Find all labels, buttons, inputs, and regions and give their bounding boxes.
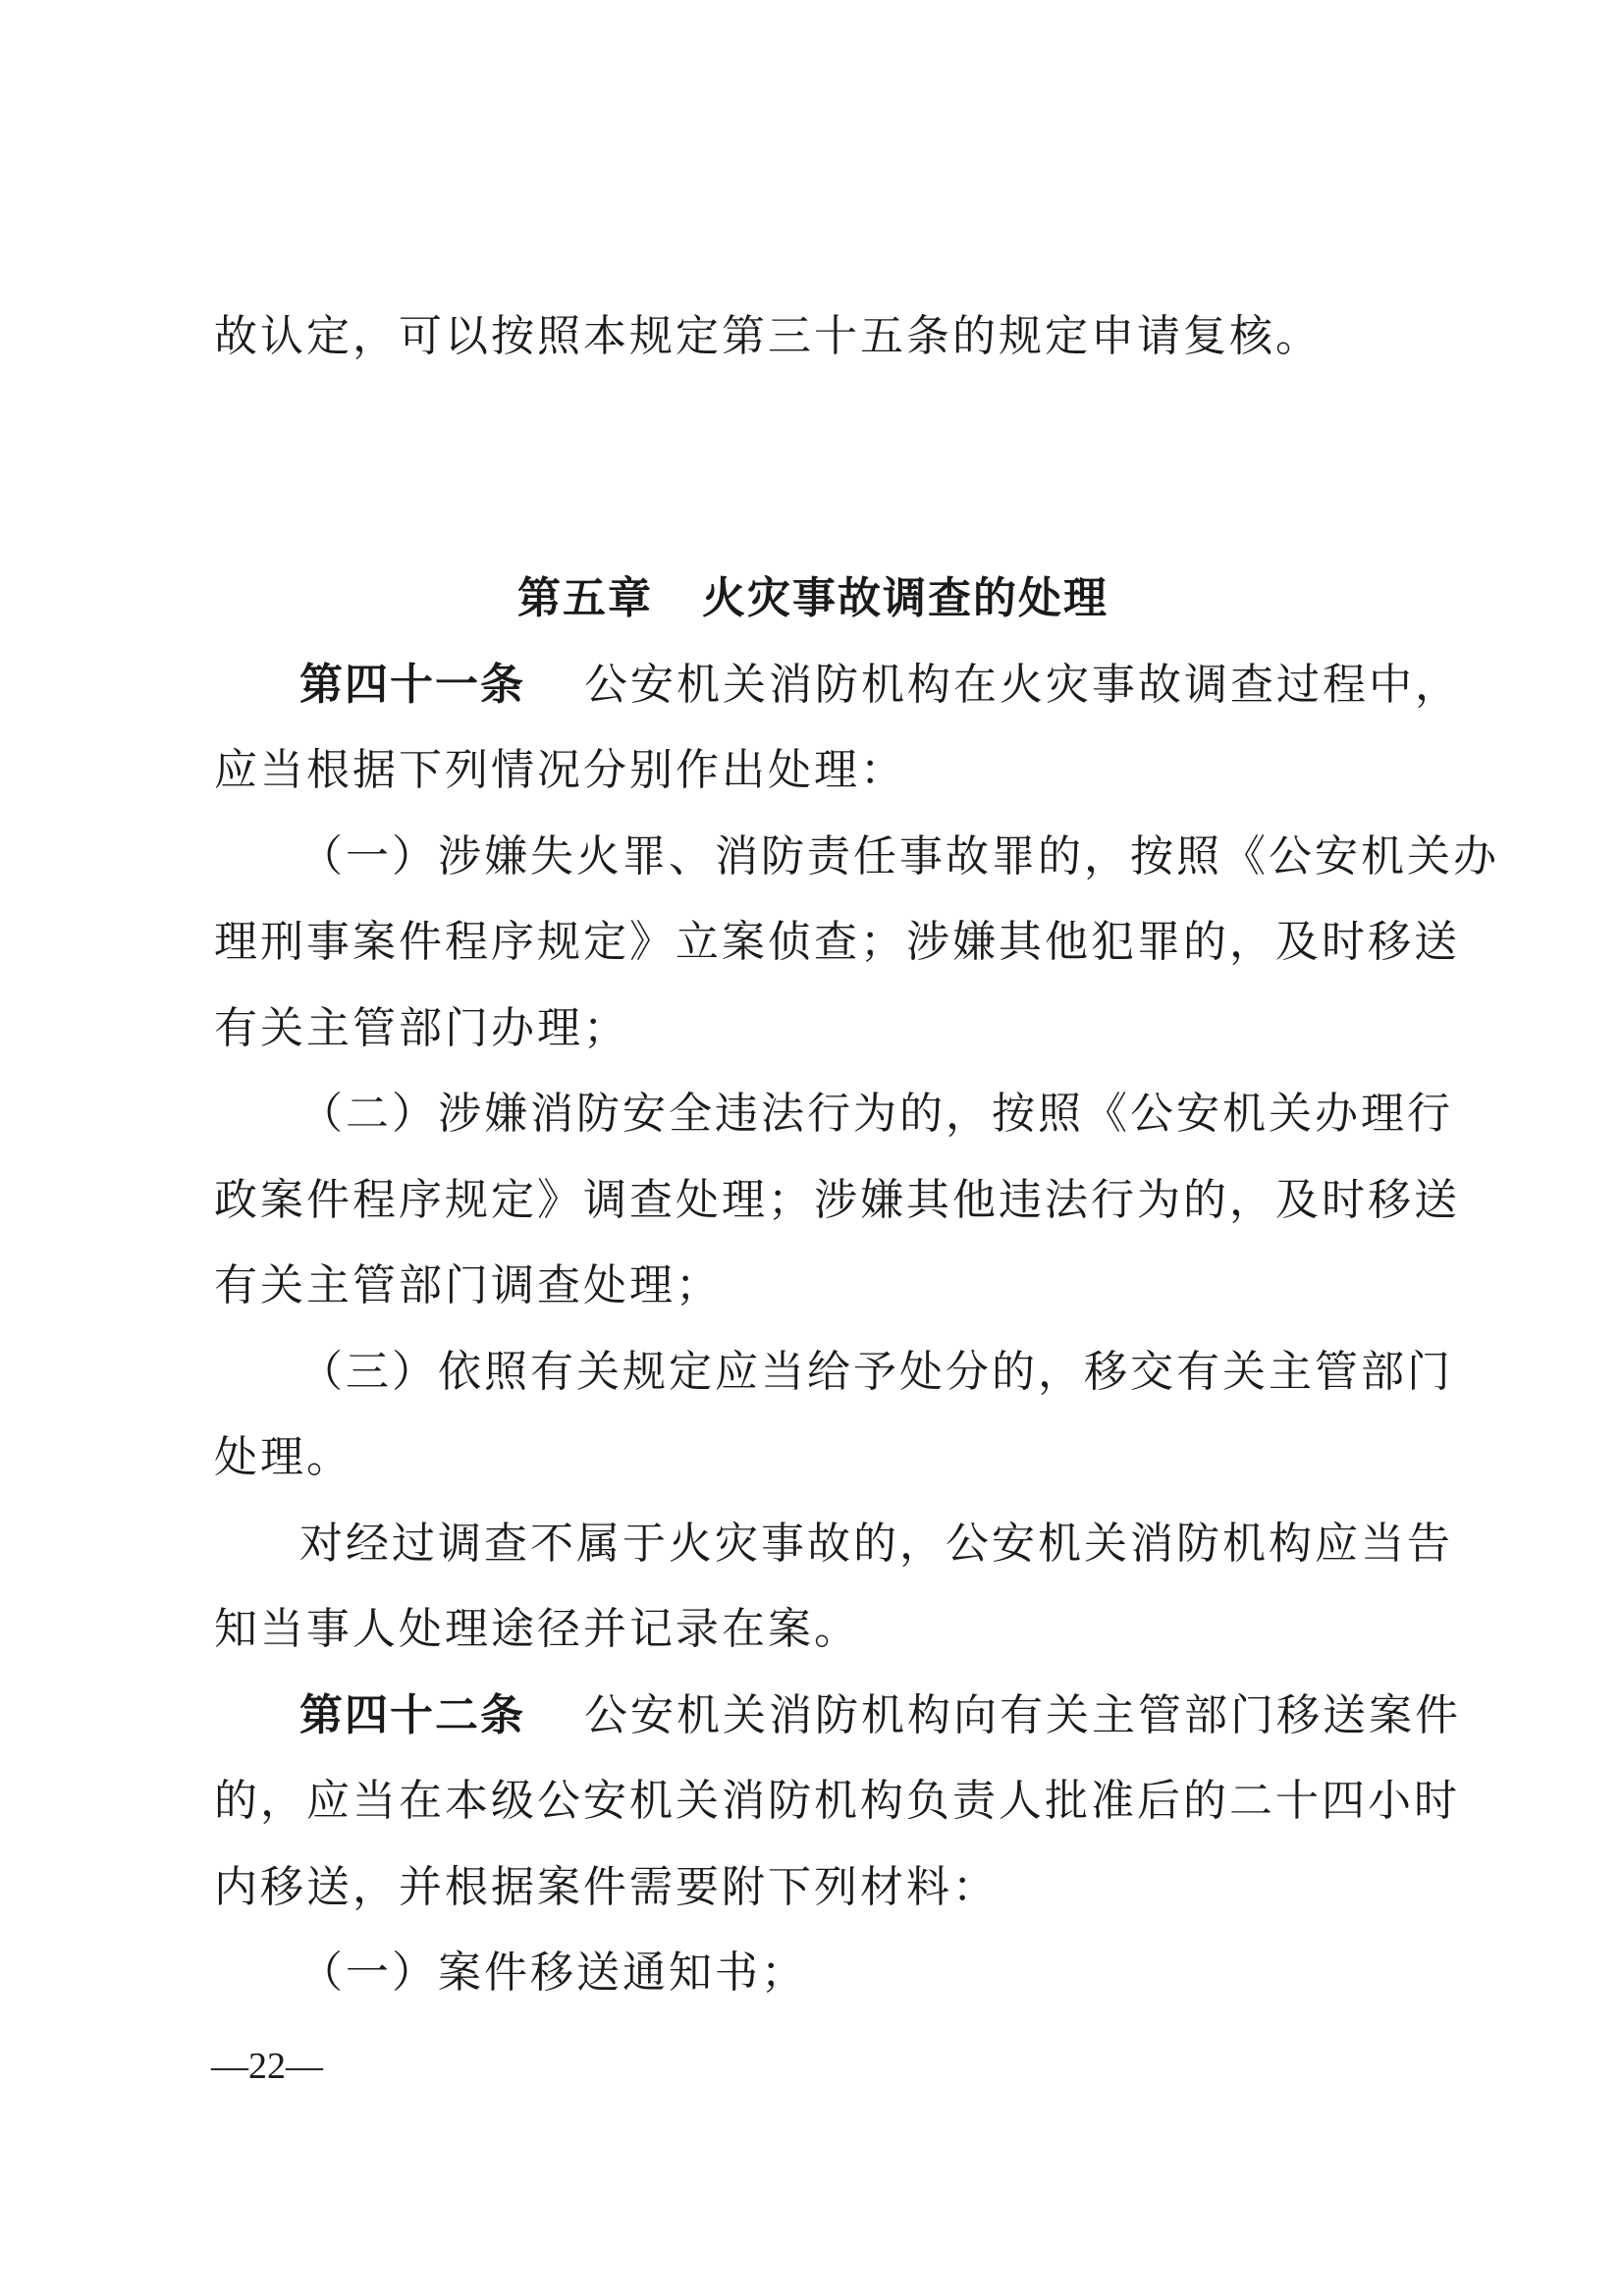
paragraph-line: 对经过调查不属于火灾事故的，公安机关消防机构应当告: [299, 1519, 1453, 1569]
page-number: —22—: [211, 2046, 323, 2087]
paragraph-line: 内移送，并根据案件需要附下列材料：: [214, 1862, 999, 1912]
item-1-line: （一）案件移送通知书；: [299, 1948, 807, 1998]
item-3-line: （三）依照有关规定应当给予处分的，移交有关主管部门: [299, 1347, 1453, 1397]
paragraph-line: 有关主管部门办理；: [214, 1003, 629, 1053]
chapter-title: [214, 569, 1412, 628]
paragraph-line: 有关主管部门调查处理；: [214, 1260, 722, 1310]
chapter-name: 火灾事故调查的处理: [702, 573, 1109, 623]
chapter-number: 第五章: [517, 573, 653, 623]
article-42-heading: 第四十二条: [299, 1690, 525, 1740]
paragraph-line: 故认定，可以按照本规定第三十五条的规定申请复核。: [214, 311, 1322, 361]
paragraph-line: 应当根据下列情况分别作出处理：: [214, 745, 906, 795]
paragraph-line: 政案件程序规定》调查处理；涉嫌其他违法行为的，及时移送: [214, 1175, 1460, 1225]
article-42-text: 公安机关消防机构向有关主管部门移送案件: [584, 1690, 1461, 1740]
paragraph-line: 的，应当在本级公安机关消防机构负责人批准后的二十四小时: [214, 1776, 1460, 1826]
item-2-line: （二）涉嫌消防安全违法行为的，按照《公安机关办理行: [299, 1089, 1453, 1139]
article-42-first-line: [299, 1686, 1461, 1745]
paragraph-line: 处理。: [214, 1432, 352, 1482]
item-1-line: （一）涉嫌失火罪、消防责任事故罪的，按照《公安机关办: [299, 831, 1499, 881]
paragraph-line: 知当事人处理途径并记录在案。: [214, 1604, 860, 1654]
article-41-text: 公安机关消防机构在火灾事故调查过程中，: [584, 660, 1461, 710]
paragraph-line: 理刑事案件程序规定》立案侦查；涉嫌其他犯罪的，及时移送: [214, 917, 1460, 967]
article-41-first-line: [299, 656, 1461, 715]
article-41-heading: 第四十一条: [299, 660, 525, 710]
